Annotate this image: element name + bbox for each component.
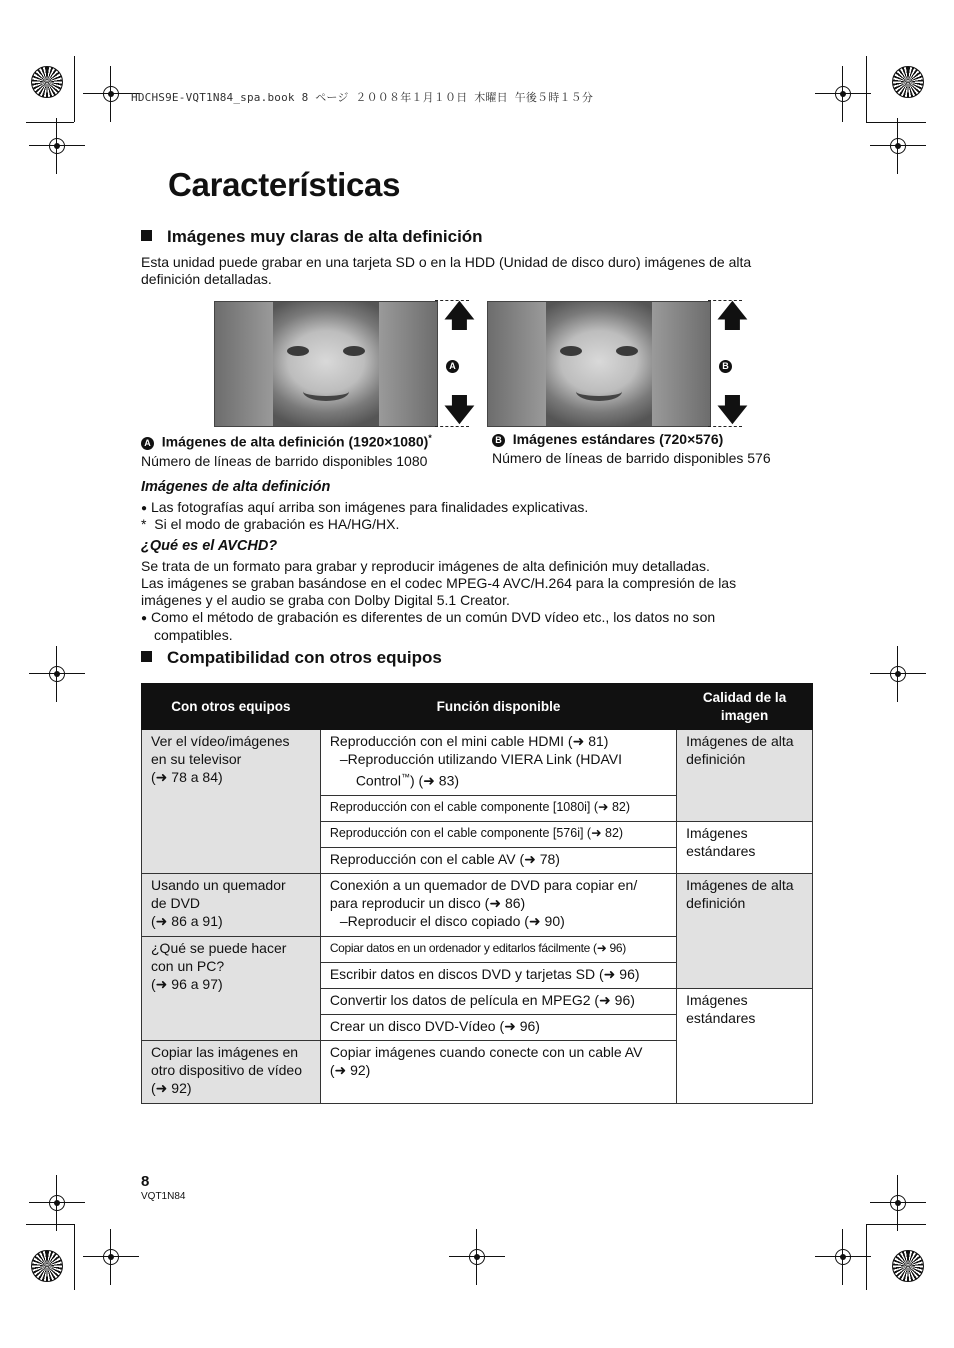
registration-rosette-icon [31, 1250, 63, 1282]
crop-line [74, 56, 75, 122]
cell-text: –Reproducción utilizando VIERA Link (HDAVI [339, 751, 623, 767]
device-cell [142, 1041, 321, 1104]
square-bullet-icon [141, 651, 152, 662]
badge-a-icon: A [141, 437, 154, 450]
hd-note-footnote [141, 516, 399, 533]
column-header: Con otros equipos [142, 684, 321, 730]
crosshair-mark-icon [463, 1243, 491, 1271]
trademark-mark: ™ [400, 772, 410, 782]
crosshair-mark-icon [884, 132, 912, 160]
hd-note-bullet [141, 499, 588, 517]
cell-text: Copiar imágenes cuando conecte con un cable AV [329, 1044, 643, 1060]
bullet-icon: ● [141, 503, 148, 514]
arrow-down-icon: 🡇 [717, 394, 748, 427]
arrow-up-icon: 🡅 [444, 300, 475, 333]
table-row [142, 730, 813, 796]
table-header-row [142, 684, 813, 730]
table-row [142, 874, 813, 937]
caption-a-title: Imágenes de alta definición (1920×1080) [161, 433, 429, 450]
cell-text: (➜ 92) [329, 1062, 371, 1078]
function-cell: Reproducción con el cable componente [576i] (➜ 82) [320, 822, 676, 848]
cell-text: Imágenes [686, 825, 748, 841]
scanline-indicator-a [441, 300, 475, 427]
registration-rosette-icon [892, 1250, 924, 1282]
cell-text: (➜ 92) [151, 1080, 192, 1096]
column-header: Función disponible [320, 684, 676, 730]
function-cell [320, 730, 676, 796]
cell-text: (➜ 78 a 84) [151, 769, 223, 785]
quality-cell [677, 822, 813, 874]
hd-note-bullet-text: Las fotografías aquí arriba son imágenes para finalidades explicativas. [150, 499, 589, 515]
cell-text: de DVD [151, 895, 201, 911]
avchd-line: Se trata de un formato para grabar y reproducir imágenes de alta definición muy detalladas. [141, 558, 710, 574]
caption-a [141, 433, 432, 470]
footnote-marker: * [428, 433, 432, 443]
standard-sample-photo [487, 301, 711, 427]
page-title: Características [168, 166, 401, 203]
badge-b-icon: B [492, 434, 505, 447]
crosshair-mark-icon [829, 1243, 857, 1271]
avchd-line: imágenes y el audio se graba con Dolby Digital 5.1 Creator. [141, 592, 510, 608]
intro-line: definición detalladas. [141, 271, 272, 287]
crosshair-mark-icon [97, 1243, 125, 1271]
cell-text: (➜ 86 a 91) [151, 913, 223, 929]
cell-text: estándares [686, 1010, 756, 1026]
cell-text: con un PC? [151, 958, 225, 974]
cell-text: Reproducción con el mini cable HDMI (➜ 81) [329, 733, 609, 749]
hd-note-heading: Imágenes de alta definición [141, 479, 331, 495]
crop-line [26, 1224, 74, 1225]
function-cell: Reproducción con el cable componente [1080i] (➜ 82) [320, 796, 676, 822]
crosshair-mark-icon [43, 1189, 71, 1217]
avchd-bullet-text: compatibles. [154, 627, 233, 643]
document-code: VQT1N84 [141, 1191, 186, 1202]
section-heading-hd [141, 227, 483, 247]
crosshair-mark-icon [884, 1189, 912, 1217]
cell-text: para reproducir un disco (➜ 86) [329, 895, 526, 911]
badge-a-icon: A [446, 360, 459, 373]
avchd-heading: ¿Qué es el AVCHD? [141, 538, 278, 554]
function-cell [320, 1041, 676, 1104]
function-cell: Crear un disco DVD-Vídeo (➜ 96) [320, 1015, 676, 1041]
column-header: Calidad de la imagen [677, 684, 813, 730]
cell-text: estándares [686, 843, 756, 859]
avchd-line: Las imágenes se graban basándose en el codec MPEG-4 AVC/H.264 para la compresión de las [141, 575, 737, 591]
print-header: HDCHS9E-VQT1N84_spa.book 8 ページ ２００８年１月１０日 木曜日 午後５時１５分 [131, 91, 594, 104]
device-cell [142, 730, 321, 874]
crop-line [26, 122, 74, 123]
device-cell [142, 937, 321, 1041]
function-cell [320, 874, 676, 937]
compatibility-table [141, 683, 813, 1104]
registration-rosette-icon [892, 66, 924, 98]
caption-b-title: Imágenes estándares (720×576) [512, 431, 724, 447]
crosshair-mark-icon [43, 660, 71, 688]
caption-a-text: Número de líneas de barrido disponibles 1080 [141, 452, 428, 469]
function-cell: Escribir datos en discos DVD y tarjetas SD (➜ 96) [320, 963, 676, 989]
section-heading-compat [141, 648, 442, 668]
crop-line [866, 1224, 926, 1225]
scanline-indicator-b [714, 300, 748, 427]
cell-text: ) (➜ 83) [409, 772, 460, 789]
cell-text: Usando un quemador [151, 877, 286, 893]
cell-text: Ver el vídeo/imágenes [151, 733, 290, 749]
quality-cell [677, 874, 813, 989]
square-bullet-icon [141, 230, 152, 241]
cell-text: (➜ 96 a 97) [151, 976, 223, 992]
quality-cell [677, 730, 813, 822]
cell-text: definición [686, 895, 746, 911]
crop-line [866, 1224, 867, 1290]
intro-line: Esta unidad puede grabar en una tarjeta SD o en la HDD (Unidad de disco duro) imágenes de alta [141, 254, 752, 270]
bullet-icon: ● [141, 613, 148, 624]
cell-text: Imágenes de alta [686, 877, 794, 893]
crosshair-mark-icon [829, 80, 857, 108]
footnote-text: Si el modo de grabación es HA/HG/HX. [154, 516, 400, 532]
crop-line [866, 56, 867, 122]
cell-text: ¿Qué se puede hacer [151, 940, 287, 956]
badge-b-icon: B [719, 360, 732, 373]
section-heading-text: Imágenes muy claras de alta definición [167, 227, 483, 246]
function-cell: Copiar datos en un ordenador y editarlos fácilmente (➜ 96) [320, 937, 676, 963]
crosshair-mark-icon [43, 132, 71, 160]
cell-text: Imágenes de alta [686, 733, 794, 749]
cell-text: Copiar las imágenes en [151, 1044, 299, 1060]
arrow-up-icon: 🡅 [717, 300, 748, 333]
registration-rosette-icon [31, 66, 63, 98]
caption-b-text: Número de líneas de barrido disponibles 576 [492, 450, 771, 466]
crop-line [866, 122, 926, 123]
cell-text: –Reproducir el disco copiado (➜ 90) [339, 913, 565, 929]
footnote-marker: * [141, 516, 147, 532]
section-heading-text: Compatibilidad con otros equipos [167, 648, 442, 667]
hd-sample-photo [214, 301, 438, 427]
cell-text: definición [686, 751, 746, 767]
cell-text: Conexión a un quemador de DVD para copiar en/ [329, 877, 638, 893]
cell-text: Imágenes [686, 992, 748, 1008]
cell-text: en su televisor [151, 751, 242, 767]
caption-b [492, 431, 771, 467]
crosshair-mark-icon [884, 660, 912, 688]
avchd-paragraph [141, 558, 736, 644]
device-cell [142, 874, 321, 937]
avchd-bullet-text: Como el método de grabación es diferentes de un común DVD vídeo etc., los datos no son [150, 609, 716, 625]
cell-text: Control [355, 772, 401, 789]
cell-text: otro dispositivo de vídeo [151, 1062, 302, 1078]
page-number: 8 [141, 1173, 150, 1190]
arrow-down-icon: 🡇 [444, 394, 475, 427]
function-cell: Reproducción con el cable AV (➜ 78) [320, 848, 676, 874]
quality-cell [677, 989, 813, 1104]
crop-line [74, 1224, 75, 1290]
crosshair-mark-icon [97, 80, 125, 108]
function-cell: Convertir los datos de película en MPEG2 (➜ 96) [320, 989, 676, 1015]
intro-paragraph [141, 254, 751, 288]
